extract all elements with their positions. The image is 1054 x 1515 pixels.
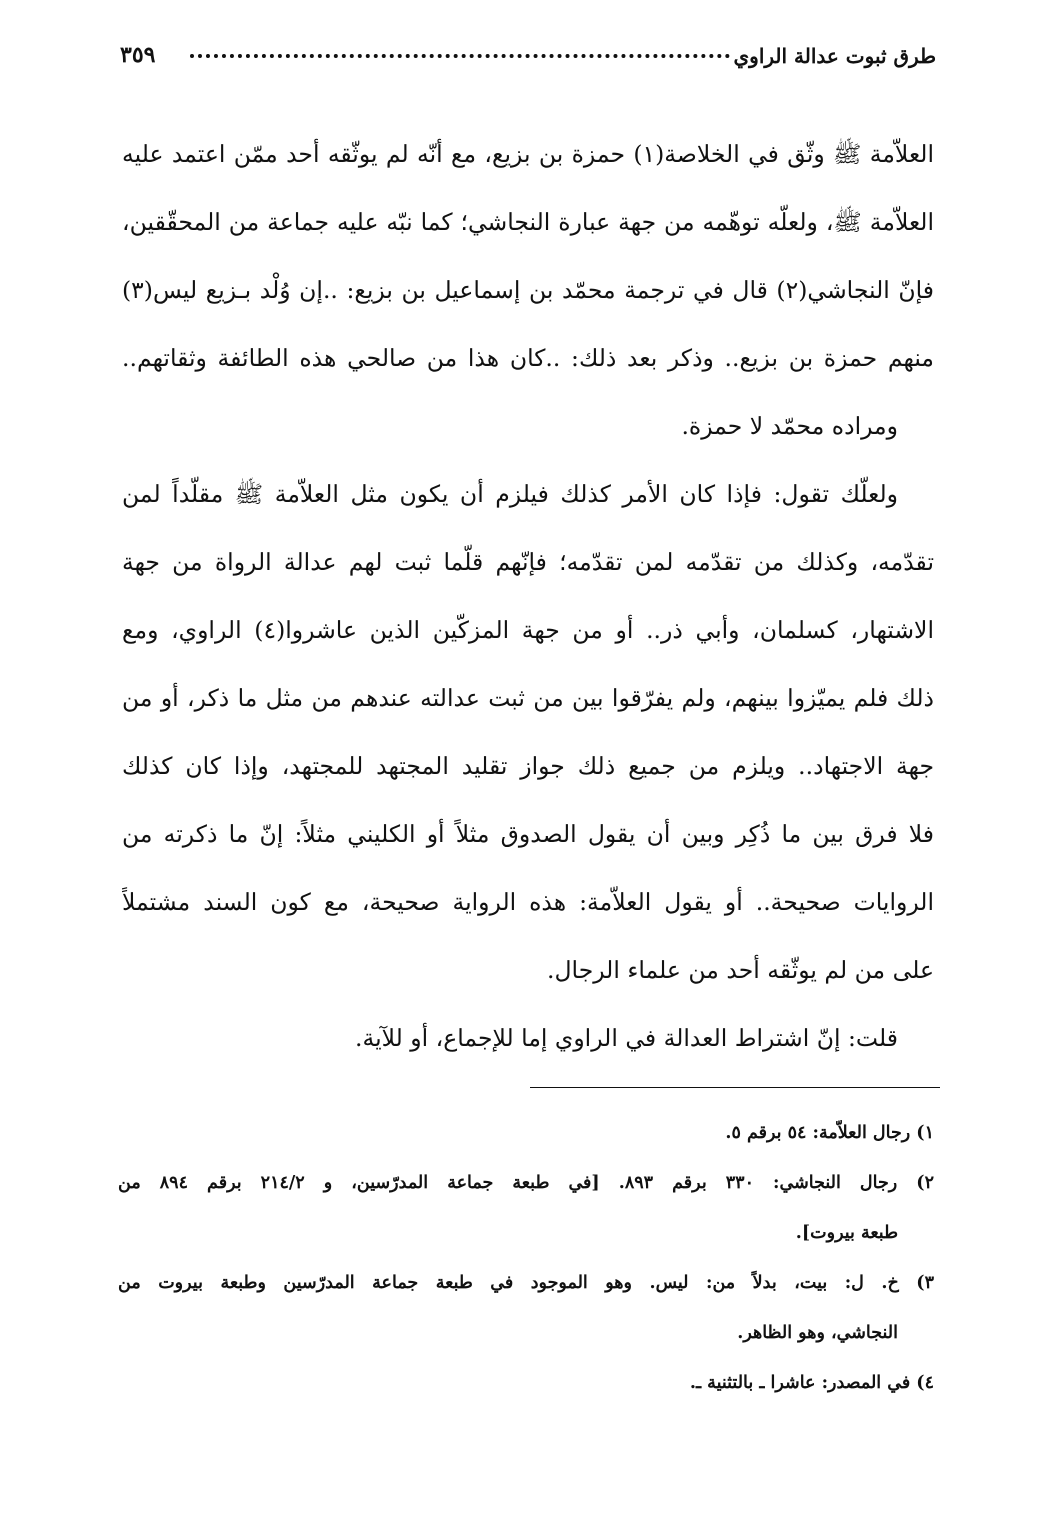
text-line: العلاّمة ﷺ وثّق في الخلاصة(١) حمزة بن بزيع، مع أنّه لم يوثّقه أحد ممّن اعتمد عليه [122, 140, 934, 168]
footnote-line: طبعة بيروت]. [795, 1223, 898, 1243]
page-number: ٣٥٩ [120, 42, 156, 68]
text-line: فإنّ النجاشي(٢) قال في ترجمة محمّد بن إسماعيل بن بزيع: ..إن وُلْد بـزيع ليس(٣) [122, 276, 934, 304]
header-dot-leader [190, 54, 730, 58]
text-line: على من لم يوثّقه أحد من علماء الرجال. [546, 956, 934, 984]
text-line: ولعلّك تقول: فإذا كان الأمر كذلك فيلزم أن يكون مثل العلاّمة ﷺ مقلّداً لمن [122, 480, 898, 508]
main-text [122, 120, 934, 1072]
footnotes [118, 1108, 934, 1408]
text-line: قلت: إنّ اشتراط العدالة في الراوي إما للإجماع، أو للآية. [355, 1024, 898, 1052]
text-line: منهم حمزة بن بزيع.. وذكر بعد ذلك: ..كان هذا من صالحي هذه الطائفة وثقاتهم.. [122, 344, 934, 372]
footnote-line: ٤) في المصدر: عاشرا ـ بالتثنية ـ. [689, 1373, 934, 1393]
text-line: فلا فرق بين ما ذُكِر وبين أن يقول الصدوق مثلاً أو الكليني مثلاً: إنّ ما ذكرته من [122, 820, 934, 848]
text-line: تقدّمه، وكذلك من تقدّمه لمن تقدّمه؛ فإنّهم قلّما ثبت لهم عدالة الرواة من جهة [122, 548, 934, 576]
text-line: العلاّمة ﷺ، ولعلّه توهّمه من جهة عبارة النجاشي؛ كما نبّه عليه جماعة من المحقّقين، [122, 208, 934, 236]
text-line: الروايات صحيحة.. أو يقول العلاّمة: هذه الرواية صحيحة، مع كون السند مشتملاً [122, 888, 934, 916]
running-header [120, 36, 936, 82]
footnote-line: ١) رجال العلاّمة: ٥٤ برقم ٥. [725, 1123, 934, 1143]
text-line: ومراده محمّد لا حمزة. [681, 412, 898, 440]
chapter-title: طرق ثبوت عدالة الراوي [733, 44, 936, 68]
text-line: ذلك فلم يميّزوا بينهم، ولم يفرّقوا بين من ثبت عدالته عندهم من مثل ما ذكر، أو من [122, 684, 934, 712]
footnote-separator [530, 1087, 940, 1088]
text-line: جهة الاجتهاد.. ويلزم من جميع ذلك جواز تقليد المجتهد للمجتهد، وإذا كان كذلك [122, 752, 934, 780]
footnote-line: النجاشي، وهو الظاهر. [737, 1323, 898, 1343]
text-line: الاشتهار، كسلمان، وأبي ذر.. أو من جهة المزكّين الذين عاشروا(٤) الراوي، ومع [122, 616, 934, 644]
footnote-line: ٣) خ. ل: بيت، بدلاً من: ليس. وهو الموجود في طبعة جماعة المدرّسين وطبعة بيروت من [118, 1273, 934, 1293]
footnote-line: ٢) رجال النجاشي: ٣٣٠ برقم ٨٩٣. [في طبعة جماعة المدرّسين، و ٢١٤/٢ برقم ٨٩٤ من [118, 1173, 934, 1193]
